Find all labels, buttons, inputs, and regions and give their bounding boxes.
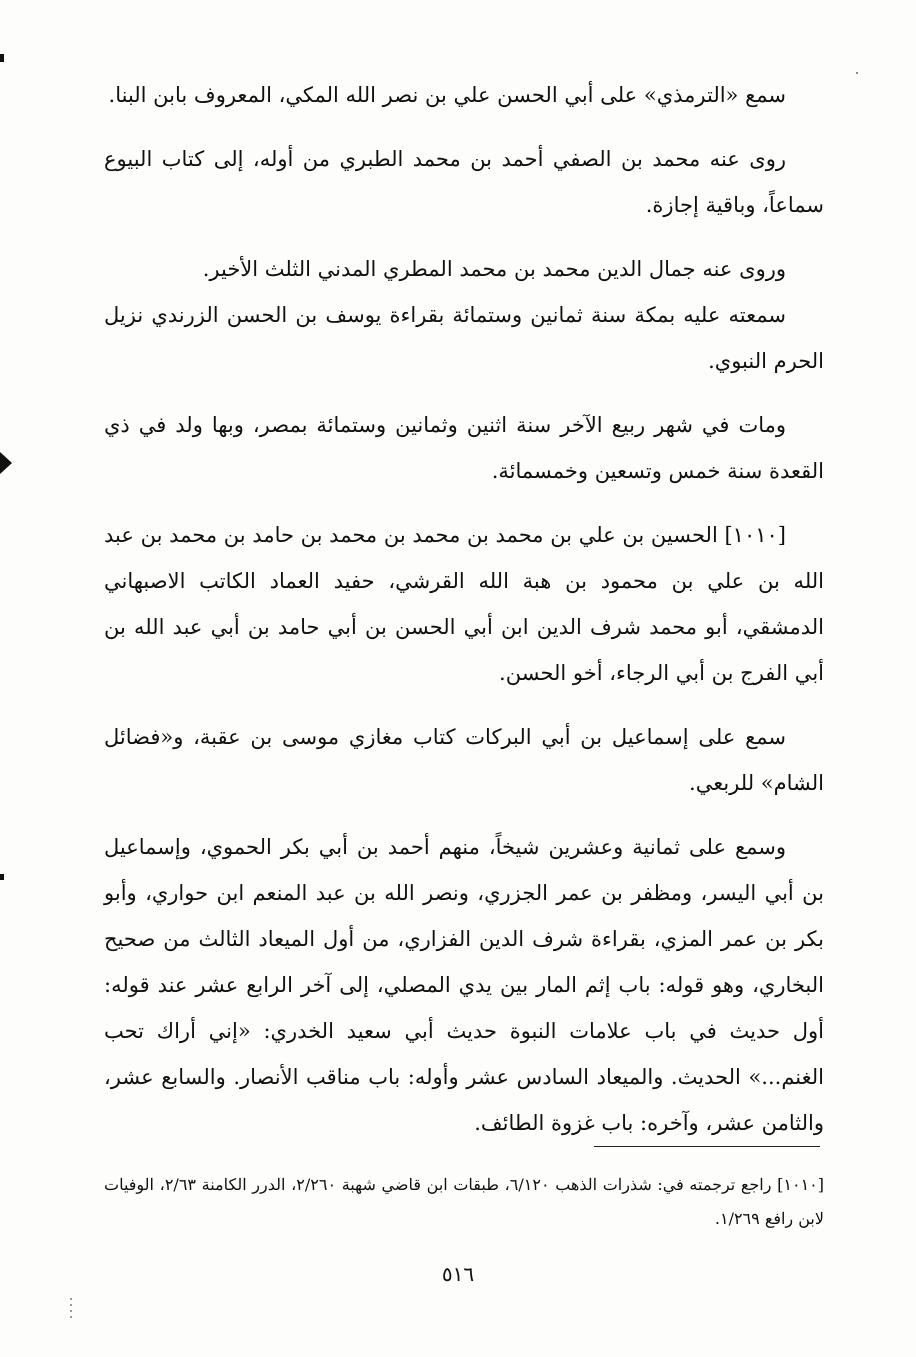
scan-speck bbox=[856, 72, 858, 74]
paragraph: وروى عنه جمال الدين محمد بن محمد المطري المدني الثلث الأخير. bbox=[202, 257, 786, 281]
paragraph: سمع على إسماعيل بن أبي البركات كتاب مغازي موسى بن عقبة، و«فضائل الشام» للربعي. bbox=[104, 725, 824, 795]
scan-edge-mark bbox=[0, 54, 4, 62]
scan-edge-mark bbox=[0, 874, 4, 880]
page-number: ٥١٦ bbox=[441, 1262, 475, 1286]
entry-heading-paragraph: [١٠١٠] الحسين بن علي بن محمد بن محمد بن محمد بن حامد بن محمد بن عبد الله بن علي بن محمود بن هبة الله القرشي، حفيد العماد الكاتب الاصبهاني الدمشقي، أبو محمد شرف الدين ابن أبي الحسن بن أبي حامد بن أبي عبد الله بن أبي الفرج بن أبي الرجاء، أخو الحسن. bbox=[104, 523, 824, 685]
scan-edge-mark bbox=[0, 452, 12, 474]
footnote: [١٠١٠] راجع ترجمته في: شذرات الذهب ٦/١٢٠، طبقات ابن قاضي شهبة ٢/٢٦٠، الدرر الكامنة ٢/٦٣، الوفيات لابن رافع ١/٢٦٩. bbox=[104, 1175, 824, 1228]
paragraph: ومات في شهر ربيع الآخر سنة اثنين وثمانين وستمائة بمصر، وبها ولد في ذي القعدة سنة خمس وتسعين وخمسمائة. bbox=[104, 413, 824, 483]
footnote-divider bbox=[594, 1146, 820, 1147]
paragraph: وسمع على ثمانية وعشرين شيخاً، منهم أحمد بن أبي بكر الحموي، وإسماعيل بن أبي اليسر، ومظفر بن عمر الجزري، ونصر الله بن عبد المنعم ابن حواري، وأبو بكر بن عمر المزي، بقراءة شرف الدين الفزاري، من أول الميعاد الثالث من صحيح البخاري، وهو قوله: باب إثم المار بين يدي المصلي، إلى آخر الرابع عشر عند قوله: أول حديث في باب علامات النبوة حديث أبي سعيد الخدري: «إني أراك تحب الغنم...» الحديث. والميعاد السادس عشر وأوله: باب مناقب الأنصار. والسابع عشر، والثامن عشر، وآخره: باب غزوة الطائف. bbox=[104, 835, 824, 1135]
scan-speck bbox=[70, 1298, 72, 1320]
paragraph: سمعته عليه بمكة سنة ثمانين وستمائة بقراءة يوسف بن الحسن الزرندي نزيل الحرم النبوي. bbox=[104, 303, 824, 373]
paragraph: روى عنه محمد بن الصفي أحمد بن محمد الطبري من أوله، إلى كتاب البيوع سماعاً، وباقية إجازة. bbox=[104, 147, 824, 217]
main-text bbox=[104, 72, 824, 1164]
paragraph: سمع «الترمذي» على أبي الحسن علي بن نصر الله المكي، المعروف بابن البنا. bbox=[108, 83, 786, 107]
